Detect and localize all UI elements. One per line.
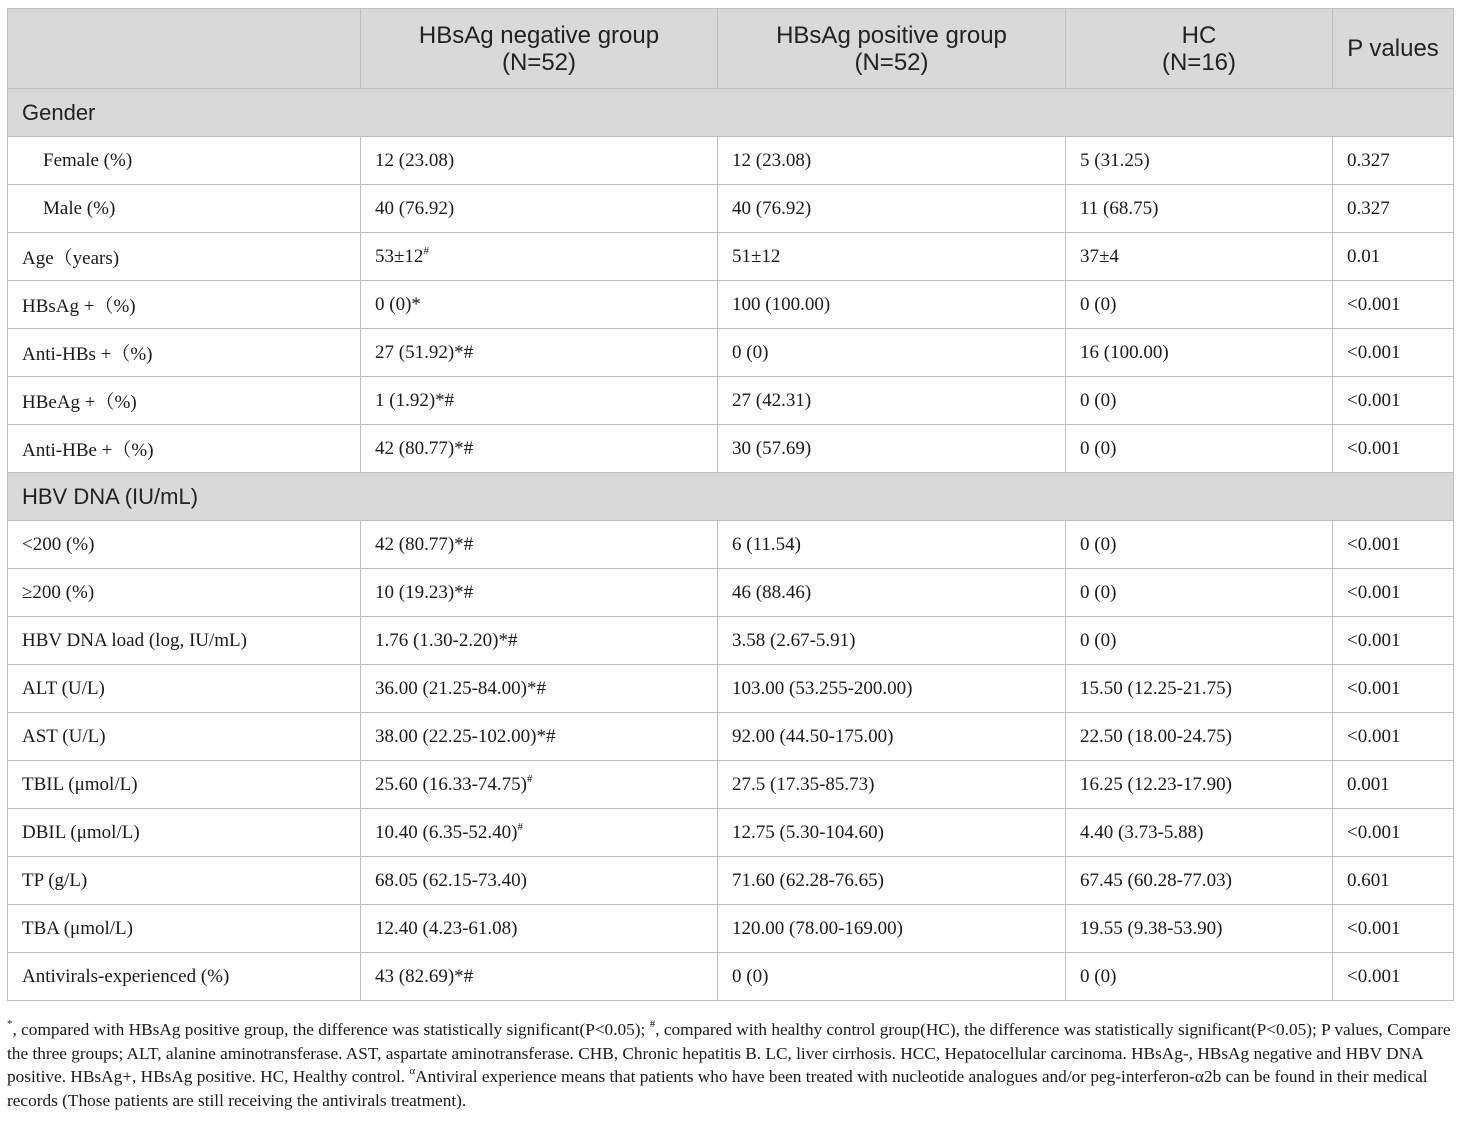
header-cell-hc xyxy=(1066,9,1333,89)
cell-hbsag-positive: 6 (11.54) xyxy=(718,521,1066,569)
cell-hc: 37±4 xyxy=(1066,233,1333,281)
cell-hbsag-positive: 27.5 (17.35-85.73) xyxy=(718,761,1066,809)
data-table-container xyxy=(7,8,1453,1001)
cell-hbsag-positive: 51±12 xyxy=(718,233,1066,281)
cell-value: 10.40 (6.35-52.40) xyxy=(375,821,518,843)
cell-hc: 0 (0) xyxy=(1066,425,1333,473)
table-footnote xyxy=(7,1018,1453,1112)
row-label: HBsAg +（%) xyxy=(8,281,361,329)
table-row xyxy=(8,617,1454,665)
cell-hc: 0 (0) xyxy=(1066,953,1333,1001)
cell-p-value: <0.001 xyxy=(1333,569,1454,617)
cell-hbsag-negative: 12 (23.08) xyxy=(361,137,718,185)
cell-p-value: <0.001 xyxy=(1333,617,1454,665)
section-row-gender xyxy=(8,89,1454,137)
cell-hbsag-positive: 27 (42.31) xyxy=(718,377,1066,425)
row-label: HBeAg +（%) xyxy=(8,377,361,425)
row-label: HBV DNA load (log, IU/mL) xyxy=(8,617,361,665)
cell-p-value: <0.001 xyxy=(1333,905,1454,953)
cell-p-value: <0.001 xyxy=(1333,521,1454,569)
header-cell-hbsag-positive xyxy=(718,9,1066,89)
cell-hc: 0 (0) xyxy=(1066,377,1333,425)
cell-hc: 67.45 (60.28-77.03) xyxy=(1066,857,1333,905)
cell-hbsag-negative xyxy=(361,233,718,281)
cell-hc: 0 (0) xyxy=(1066,281,1333,329)
header-label: HBsAg negative group xyxy=(418,21,660,49)
table-row xyxy=(8,905,1454,953)
table-row xyxy=(8,713,1454,761)
cell-hc: 16 (100.00) xyxy=(1066,329,1333,377)
hash-marker: # xyxy=(423,244,429,257)
cell-hc: 22.50 (18.00-24.75) xyxy=(1066,713,1333,761)
cell-hbsag-negative xyxy=(361,761,718,809)
header-cell-hbsag-negative xyxy=(361,9,718,89)
table-header-row xyxy=(8,9,1454,89)
cell-p-value: 0.327 xyxy=(1333,137,1454,185)
cell-p-value: 0.001 xyxy=(1333,761,1454,809)
footnote-star-marker: * xyxy=(7,1018,13,1030)
cell-hbsag-positive: 12.75 (5.30-104.60) xyxy=(718,809,1066,857)
row-label: Anti-HBs +（%) xyxy=(8,329,361,377)
cell-hbsag-negative: 40 (76.92) xyxy=(361,185,718,233)
footnote-alpha-marker: α xyxy=(409,1065,416,1078)
cell-hbsag-negative: 36.00 (21.25-84.00)*# xyxy=(361,665,718,713)
header-cell-variable xyxy=(8,9,361,89)
cell-hbsag-negative: 10 (19.23)*# xyxy=(361,569,718,617)
row-label: Female (%) xyxy=(8,137,361,185)
cell-hbsag-negative: 43 (82.69)*# xyxy=(361,953,718,1001)
cell-hbsag-negative: 1.76 (1.30-2.20)*# xyxy=(361,617,718,665)
cell-hbsag-negative: 0 (0)* xyxy=(361,281,718,329)
cell-hc: 4.40 (3.73-5.88) xyxy=(1066,809,1333,857)
cell-hbsag-positive: 71.60 (62.28-76.65) xyxy=(718,857,1066,905)
section-label: HBV DNA (IU/mL) xyxy=(8,473,1454,521)
footnote-hash-marker: # xyxy=(649,1018,656,1030)
cell-p-value: <0.001 xyxy=(1333,713,1454,761)
footnote-text-3: Antiviral experience means that patients who have been treated with nucleotide analogues and/or peg-interferon-α2b can be found in their medical records (Those patients are still receiving the antivirals treatment). xyxy=(7,1067,1428,1110)
cell-hc: 15.50 (12.25-21.75) xyxy=(1066,665,1333,713)
header-subtitle: (N=16) xyxy=(1161,48,1237,76)
table-row xyxy=(8,569,1454,617)
cell-hbsag-negative: 27 (51.92)*# xyxy=(361,329,718,377)
table-row xyxy=(8,809,1454,857)
table-row xyxy=(8,233,1454,281)
cell-p-value: <0.001 xyxy=(1333,329,1454,377)
cell-hbsag-positive: 3.58 (2.67-5.91) xyxy=(718,617,1066,665)
table-row xyxy=(8,665,1454,713)
cell-hbsag-negative: 1 (1.92)*# xyxy=(361,377,718,425)
row-label: Antivirals-experienced (%) xyxy=(8,953,361,1001)
baseline-characteristics-table xyxy=(7,8,1454,1001)
hash-marker: # xyxy=(517,820,523,833)
cell-hbsag-positive: 103.00 (53.255-200.00) xyxy=(718,665,1066,713)
cell-hc: 5 (31.25) xyxy=(1066,137,1333,185)
cell-hbsag-positive: 46 (88.46) xyxy=(718,569,1066,617)
table-row xyxy=(8,425,1454,473)
cell-value: 25.60 (16.33-74.75) xyxy=(375,773,527,795)
cell-hc: 16.25 (12.23-17.90) xyxy=(1066,761,1333,809)
cell-p-value: 0.327 xyxy=(1333,185,1454,233)
cell-p-value: <0.001 xyxy=(1333,377,1454,425)
cell-p-value: <0.001 xyxy=(1333,953,1454,1001)
cell-hbsag-negative: 42 (80.77)*# xyxy=(361,521,718,569)
cell-hc: 19.55 (9.38-53.90) xyxy=(1066,905,1333,953)
cell-hbsag-negative: 42 (80.77)*# xyxy=(361,425,718,473)
cell-hc: 0 (0) xyxy=(1066,617,1333,665)
cell-p-value: 0.601 xyxy=(1333,857,1454,905)
header-subtitle: (N=52) xyxy=(501,48,577,76)
header-subtitle: (N=52) xyxy=(854,48,929,76)
row-label: Anti-HBe +（%) xyxy=(8,425,361,473)
cell-hbsag-positive: 12 (23.08) xyxy=(718,137,1066,185)
table-row xyxy=(8,377,1454,425)
cell-hbsag-positive: 100 (100.00) xyxy=(718,281,1066,329)
header-label: P values xyxy=(1347,35,1439,62)
cell-hbsag-negative: 38.00 (22.25-102.00)*# xyxy=(361,713,718,761)
table-row xyxy=(8,857,1454,905)
row-label: Male (%) xyxy=(8,185,361,233)
cell-hc: 0 (0) xyxy=(1066,521,1333,569)
cell-p-value: 0.01 xyxy=(1333,233,1454,281)
row-label: AST (U/L) xyxy=(8,713,361,761)
cell-p-value: <0.001 xyxy=(1333,425,1454,473)
row-label: ALT (U/L) xyxy=(8,665,361,713)
table-row xyxy=(8,281,1454,329)
table-row xyxy=(8,137,1454,185)
footnote-text-1: , compared with HBsAg positive group, the difference was statistically significant(P<0.05); xyxy=(12,1020,650,1039)
cell-hbsag-negative: 12.40 (4.23-61.08) xyxy=(361,905,718,953)
row-label: TBA (μmol/L) xyxy=(8,905,361,953)
cell-hbsag-positive: 30 (57.69) xyxy=(718,425,1066,473)
table-row xyxy=(8,761,1454,809)
cell-hc: 11 (68.75) xyxy=(1066,185,1333,233)
cell-p-value: <0.001 xyxy=(1333,281,1454,329)
section-label: Gender xyxy=(8,89,1454,137)
cell-hbsag-negative: 68.05 (62.15-73.40) xyxy=(361,857,718,905)
footnote-text-2: , compared with healthy control group(HC), the difference was statistically significant(P<0.05); P values, Compare the three groups; ALT, alanine aminotransferase. AST, aspartate aminotransferase. CHB, Chronic hepatitis B. LC, liver cirrhosis. HCC, Hepatocellular carcinoma. HBsAg-, HBsAg negative and HBV DNA positive. HBsAg+, HBsAg positive. HC, Healthy control. xyxy=(7,1020,1451,1087)
row-label: TBIL (μmol/L) xyxy=(8,761,361,809)
table-row xyxy=(8,953,1454,1001)
cell-hbsag-positive: 0 (0) xyxy=(718,953,1066,1001)
cell-hbsag-positive: 120.00 (78.00-169.00) xyxy=(718,905,1066,953)
cell-p-value: <0.001 xyxy=(1333,665,1454,713)
row-label: <200 (%) xyxy=(8,521,361,569)
table-row xyxy=(8,521,1454,569)
cell-hbsag-negative xyxy=(361,809,718,857)
cell-hbsag-positive: 40 (76.92) xyxy=(718,185,1066,233)
hash-marker: # xyxy=(526,772,533,785)
cell-hc: 0 (0) xyxy=(1066,569,1333,617)
cell-hbsag-positive: 92.00 (44.50-175.00) xyxy=(718,713,1066,761)
header-cell-p-values xyxy=(1333,9,1454,89)
cell-hbsag-positive: 0 (0) xyxy=(718,329,1066,377)
section-row-hbv-dna xyxy=(8,473,1454,521)
row-label: Age（years) xyxy=(8,233,361,281)
row-label: DBIL (μmol/L) xyxy=(8,809,361,857)
table-row xyxy=(8,329,1454,377)
cell-p-value: <0.001 xyxy=(1333,809,1454,857)
cell-value: 53±12 xyxy=(375,245,424,267)
table-row xyxy=(8,185,1454,233)
header-label: HBsAg positive group xyxy=(776,21,1007,49)
header-label: HC xyxy=(1181,21,1217,49)
row-label: TP (g/L) xyxy=(8,857,361,905)
row-label: ≥200 (%) xyxy=(8,569,361,617)
